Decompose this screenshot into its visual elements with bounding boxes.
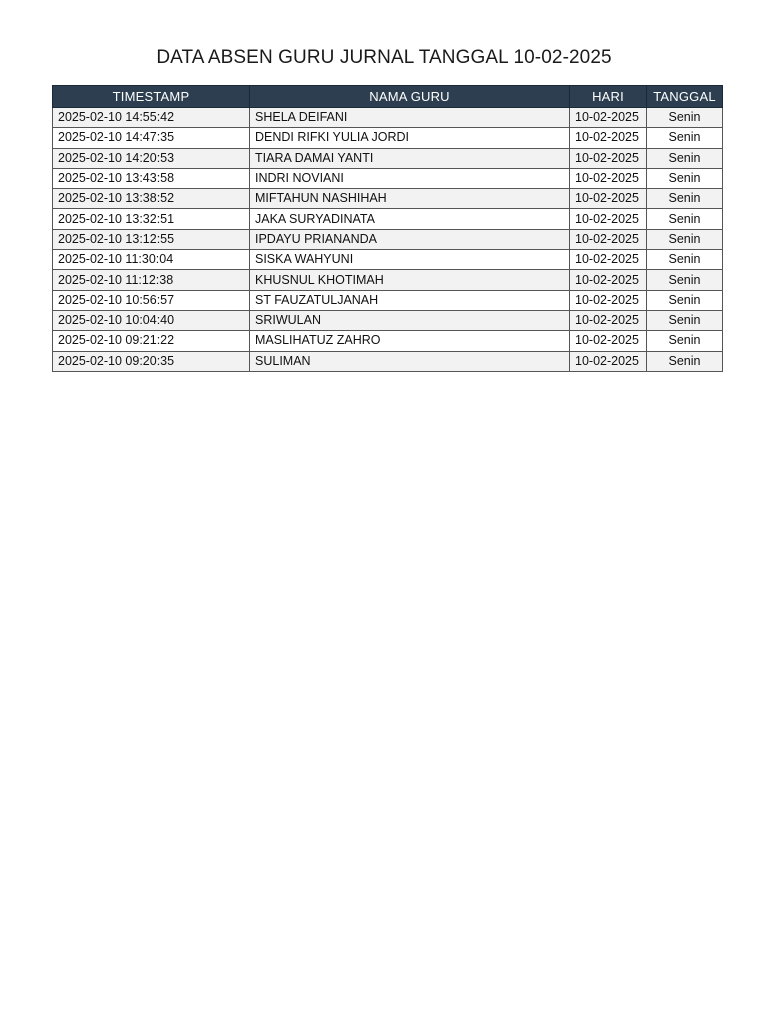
cell-hari: 10-02-2025 [570,331,647,351]
cell-tanggal: Senin [647,128,723,148]
header-hari: HARI [570,86,647,108]
header-row [53,86,723,108]
table-row [53,290,723,310]
cell-timestamp: 2025-02-10 14:55:42 [53,108,250,128]
table-row [53,270,723,290]
cell-tanggal: Senin [647,148,723,168]
cell-timestamp: 2025-02-10 13:12:55 [53,229,250,249]
cell-tanggal: Senin [647,310,723,330]
cell-tanggal: Senin [647,290,723,310]
cell-nama-guru: MIFTAHUN NASHIHAH [250,189,570,209]
attendance-table [52,85,723,372]
table-row [53,189,723,209]
table-row [53,128,723,148]
table-row [53,310,723,330]
header-timestamp: TIMESTAMP [53,86,250,108]
cell-tanggal: Senin [647,209,723,229]
table-row [53,108,723,128]
table-row [53,229,723,249]
cell-hari: 10-02-2025 [570,270,647,290]
cell-nama-guru: SRIWULAN [250,310,570,330]
cell-nama-guru: SULIMAN [250,351,570,371]
table-row [53,250,723,270]
cell-nama-guru: SHELA DEIFANI [250,108,570,128]
cell-timestamp: 2025-02-10 14:47:35 [53,128,250,148]
cell-timestamp: 2025-02-10 11:12:38 [53,270,250,290]
cell-hari: 10-02-2025 [570,108,647,128]
cell-timestamp: 2025-02-10 11:30:04 [53,250,250,270]
cell-nama-guru: KHUSNUL KHOTIMAH [250,270,570,290]
cell-tanggal: Senin [647,351,723,371]
cell-nama-guru: IPDAYU PRIANANDA [250,229,570,249]
cell-nama-guru: MASLIHATUZ ZAHRO [250,331,570,351]
cell-nama-guru: ST FAUZATULJANAH [250,290,570,310]
cell-timestamp: 2025-02-10 13:38:52 [53,189,250,209]
cell-tanggal: Senin [647,168,723,188]
cell-tanggal: Senin [647,189,723,209]
table-row [53,209,723,229]
header-nama-guru: NAMA GURU [250,86,570,108]
cell-tanggal: Senin [647,270,723,290]
cell-nama-guru: TIARA DAMAI YANTI [250,148,570,168]
cell-timestamp: 2025-02-10 13:43:58 [53,168,250,188]
cell-tanggal: Senin [647,331,723,351]
cell-timestamp: 2025-02-10 09:21:22 [53,331,250,351]
cell-hari: 10-02-2025 [570,229,647,249]
table-row [53,351,723,371]
cell-hari: 10-02-2025 [570,351,647,371]
cell-timestamp: 2025-02-10 13:32:51 [53,209,250,229]
header-tanggal: TANGGAL [647,86,723,108]
cell-hari: 10-02-2025 [570,168,647,188]
cell-timestamp: 2025-02-10 10:56:57 [53,290,250,310]
cell-hari: 10-02-2025 [570,209,647,229]
table-body [53,108,723,372]
cell-tanggal: Senin [647,108,723,128]
cell-tanggal: Senin [647,229,723,249]
cell-nama-guru: SISKA WAHYUNI [250,250,570,270]
table-row [53,168,723,188]
cell-hari: 10-02-2025 [570,148,647,168]
cell-hari: 10-02-2025 [570,250,647,270]
cell-timestamp: 2025-02-10 09:20:35 [53,351,250,371]
cell-hari: 10-02-2025 [570,128,647,148]
cell-hari: 10-02-2025 [570,310,647,330]
cell-hari: 10-02-2025 [570,189,647,209]
table-header [53,86,723,108]
cell-timestamp: 2025-02-10 14:20:53 [53,148,250,168]
table-row [53,148,723,168]
page-title: DATA ABSEN GURU JURNAL TANGGAL 10-02-2025 [156,47,612,68]
cell-timestamp: 2025-02-10 10:04:40 [53,310,250,330]
cell-nama-guru: DENDI RIFKI YULIA JORDI [250,128,570,148]
cell-hari: 10-02-2025 [570,290,647,310]
cell-nama-guru: JAKA SURYADINATA [250,209,570,229]
table-row [53,331,723,351]
cell-nama-guru: INDRI NOVIANI [250,168,570,188]
cell-tanggal: Senin [647,250,723,270]
